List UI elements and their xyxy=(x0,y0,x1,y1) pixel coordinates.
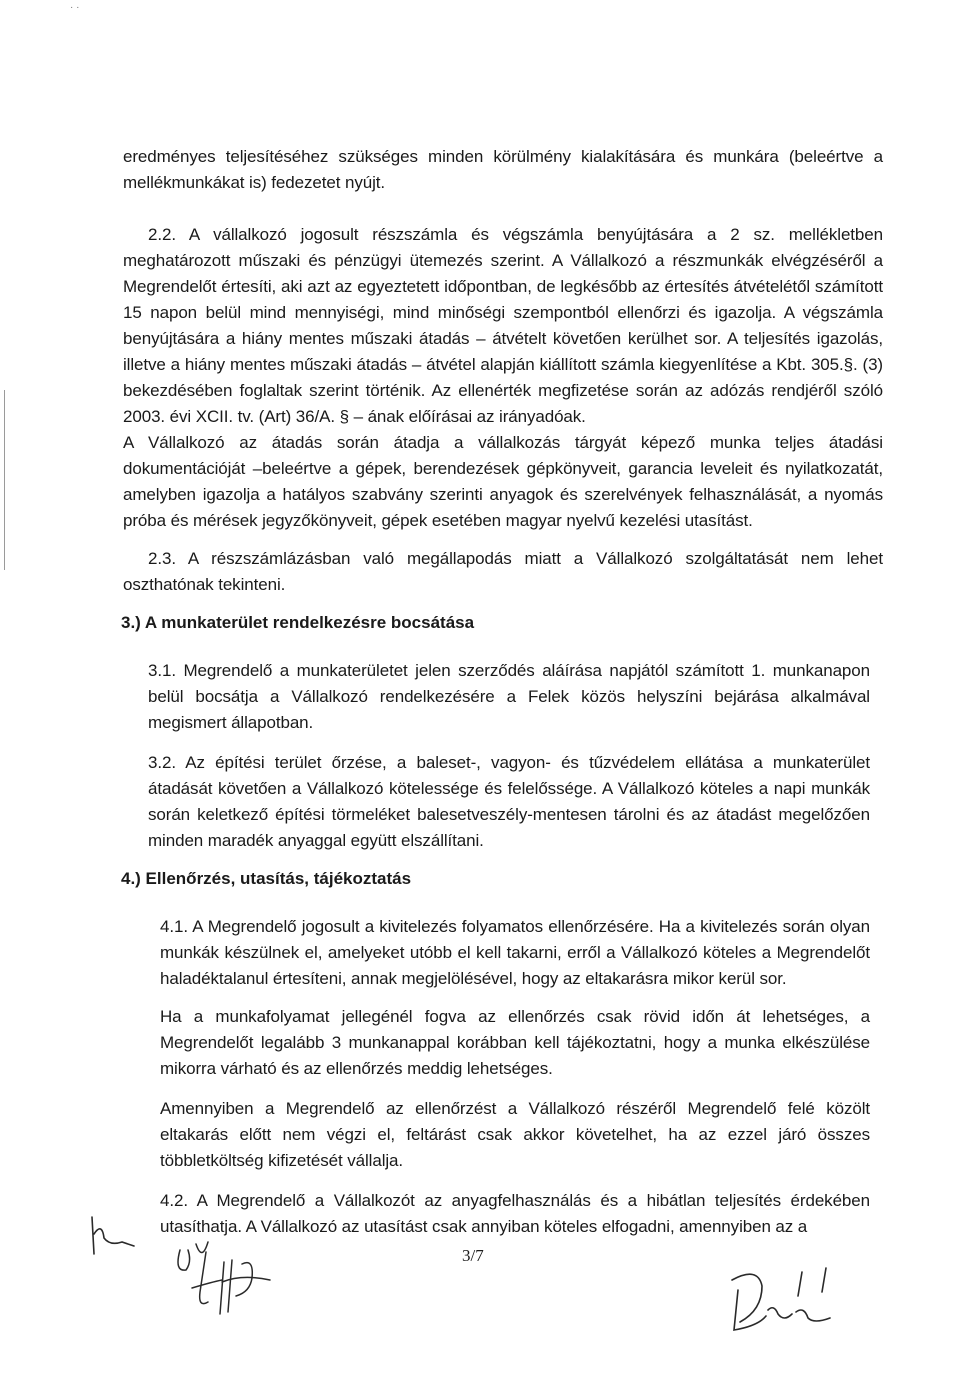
paragraph-3-2: 3.2. Az építési terület őrzése, a baleset-, vagyon- és tűzvédelem ellátása a munkaterület átadását követően a Vállalkozó kötelessége és felelőssége. A Vállalkozó köteles a napi munkák során keletkező építési törmeléket balesetveszély-mentesen tárolni és az átadást megelőzően minden maradék anyaggal együtt elszállítani. xyxy=(148,753,870,850)
signature-left xyxy=(162,1222,292,1322)
section-heading-3: 3.) A munkaterület rendelkezésre bocsátása xyxy=(121,613,475,632)
paragraph-3-1: 3.1. Megrendelő a munkaterületet jelen szerződés aláírása napjától számított 1. munkanapon belül bocsátja a Vállalkozó rendelkezésére a Felek közös helyszíni bejárása alkalmával megismert állapotban. xyxy=(148,661,870,732)
section-heading-4: 4.) Ellenőrzés, utasítás, tájékoztatás xyxy=(121,869,412,888)
paragraph-2-2: 2.2. A vállalkozó jogosult részszámla és végszámla benyújtására a 2 sz. mellékletben meghatározott műszaki és pénzügyi ütemezés szerint. A Vállalkozó a részmunkák elvégzéséről a Megrendelőt értesíti, aki azt az egyeztetett időpontban, de legkésőbb az értesítés átvételétől számított 15 napon belül mind mennyiségi, mind minőségi szempontból ellenőrzi és igazolja. A végszámla benyújtására a hiány mentes műszaki átadás – átvételt követően kerülhet sor. A teljesítés igazolás, illetve a hiány mentes műszaki átadás – átvétel alapján kiállított számla kiegyenlítése a Kbt. 305.§. (3) bekezdésében foglaltak szerint történik. Az ellenérték megfizetése során az adózás rendjéről szóló 2003. évi XCII. tv. (Art) 36/A. § – ának előírásai az irányadóak. xyxy=(123,225,883,426)
paragraph-inspection-notice: Ha a munkafolyamat jellegénél fogva az ellenőrzés csak rövid időn át lehetséges, a Megrendelőt legalább 3 munkanappal korábban kell tájékoztatni, hogy a munka elkészülése mikorra várható és az ellenőrzés meddig lehetséges. xyxy=(160,1007,870,1078)
signature-right xyxy=(718,1260,848,1340)
scan-speck: · · xyxy=(70,2,80,13)
scan-edge-line xyxy=(4,390,5,570)
page-number: 3/7 xyxy=(462,1246,484,1265)
paragraph-handover-documentation: A Vállalkozó az átadás során átadja a vállalkozás tárgyát képező munka teljes átadási dokumentációját –beleértve a gépek, berendezések gépkönyveit, garancia leveleit és nyilatkozatát, amelyben igazolja a hatályos szabvány szerinti anyagok és szerelvények felhasználását, a nyomás próba és mérések jegyzőkönyveit, gépek esetében magyar nyelvű kezelési utasítást. xyxy=(123,433,883,530)
paragraph-uncovering: Amennyiben a Megrendelő az ellenőrzést a Vállalkozó részéről Megrendelő felé közölt eltakarás előtt nem végzi el, feltárást csak akkor követelhet, ha az ezzel járó összes többletköltség kifizetését vállalja. xyxy=(160,1099,870,1170)
paragraph-4-1: 4.1. A Megrendelő jogosult a kivitelezés folyamatos ellenőrzésére. Ha a kivitelezés során olyan munkák készülnek el, amelyeket utóbb el kell takarni, erről a Vállalkozó köteles a Megrendelőt haladéktalanul értesíteni, annak megjelölésével, hogy az eltakarásra mikor kerül sor. xyxy=(160,917,870,988)
paragraph-4-2: 4.2. A Megrendelő a Vállalkozót az anyagfelhasználás és a hibátlan teljesítés érdekében utasíthatja. A Vállalkozó az utasítást csak annyiban köteles elfogadni, amennyiben az a xyxy=(160,1191,870,1236)
paragraph-continuation: eredményes teljesítéséhez szükséges minden körülmény kialakítására és munkára (beleértve a mellékmunkákat is) fedezetet nyújt. xyxy=(123,147,883,192)
paragraph-2-3: 2.3. A részszámlázásban való megállapodás miatt a Vállalkozó szolgáltatását nem lehet oszthatónak tekinteni. xyxy=(123,549,883,594)
margin-initial xyxy=(82,1212,142,1262)
